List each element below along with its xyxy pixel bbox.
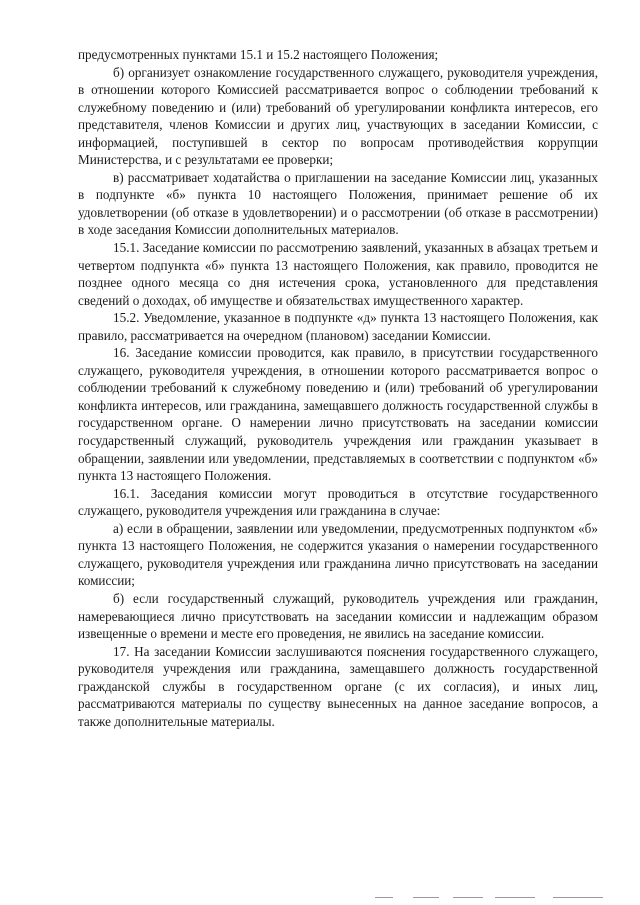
scan-mark (495, 897, 535, 898)
paragraph-16-1-b: б) если государственный служащий, руководитель учреждения или гражданин, намеревающиеся лично присутствовать на заседании комиссии и надлежащим образом извещенные о времени и месте его проведения, не явились на заседание комиссии. (78, 590, 598, 642)
scan-mark (453, 897, 483, 898)
paragraph-15-2: 15.2. Уведомление, указанное в подпункте «д» пункта 13 настоящего Положения, как правило, рассматривается на очередном (плановом) заседании Комиссии. (78, 310, 598, 343)
paragraph-item-v: в) рассматривает ходатайства о приглашении на заседание Комиссии лиц, указанных в подпункте «б» пункта 10 настоящего Положения, принимает решение об их удовлетворении (об отказе в удовлетворении) и о рассмотрении (об отказе в рассмотрении) в ходе заседания Комиссии дополнительных материалов. (78, 169, 598, 238)
paragraph-16-1: 16.1. Заседания комиссии могут проводиться в отсутствие государственного служащего, руководителя учреждения или гражданина в случае: (78, 485, 598, 519)
paragraph-17: 17. На заседании Комиссии заслушиваются пояснения государственного служащего, руководителя учреждения или гражданина, замещавшего должность государственной гражданской службы в государственном органе (с их согласия), и иных лиц, рассматриваются материалы по существу вынесенных на данное заседание вопросов, а также дополнительные материалы. (78, 643, 598, 729)
document-body (78, 46, 598, 730)
scan-mark (413, 897, 439, 898)
paragraph-item-b: б) организует ознакомление государственного служащего, руководителя учреждения, в отношении которого Комиссией рассматривается вопрос о соблюдении требований к служебному поведению и (или) требований об урегулировании конфликта интересов, его представителя, членов Комиссии и других лиц, участвующих в заседании Комиссии, с информацией, поступившей в сектор по вопросам противодействия коррупции Министерства, и с результатами ее проверки; (78, 64, 598, 168)
scan-mark (375, 897, 393, 898)
paragraph-15-1: 15.1. Заседание комиссии по рассмотрению заявлений, указанных в абзацах третьем и четвертом подпункта «б» пункта 13 настоящего Положения, как правило, проводится не позднее одного месяца со дня истечения срока, установленного для представления сведений о доходах, об имуществе и обязательствах имущественного характер. (78, 240, 598, 308)
paragraph-16: 16. Заседание комиссии проводится, как правило, в присутствии государственного служащего, руководителя учреждения, в отношении которого рассматривается вопрос о соблюдении требований к служебному поведению и (или) требований об урегулировании конфликта интересов, или гражданина, замещавшего должность государственной службы в государственном органе. О намерении лично присутствовать на заседании комиссии государственный служащий, руководитель учреждения или гражданин указывает в обращении, заявлении или уведомлении, представляемых в соответствии с подпунктом «б» пункта 13 настоящего Положения. (78, 345, 598, 484)
paragraph-continuation: предусмотренных пунктами 15.1 и 15.2 настоящего Положения; (78, 47, 439, 62)
paragraph-16-1-a: а) если в обращении, заявлении или уведомлении, предусмотренных подпунктом «б» пункта 13 настоящего Положения, не содержится указания о намерении государственного служащего, руководителя учреждения или гражданина лично присутствовать на заседании комиссии; (78, 520, 598, 589)
scan-mark (553, 897, 603, 898)
scan-artifact-marks (375, 897, 625, 901)
